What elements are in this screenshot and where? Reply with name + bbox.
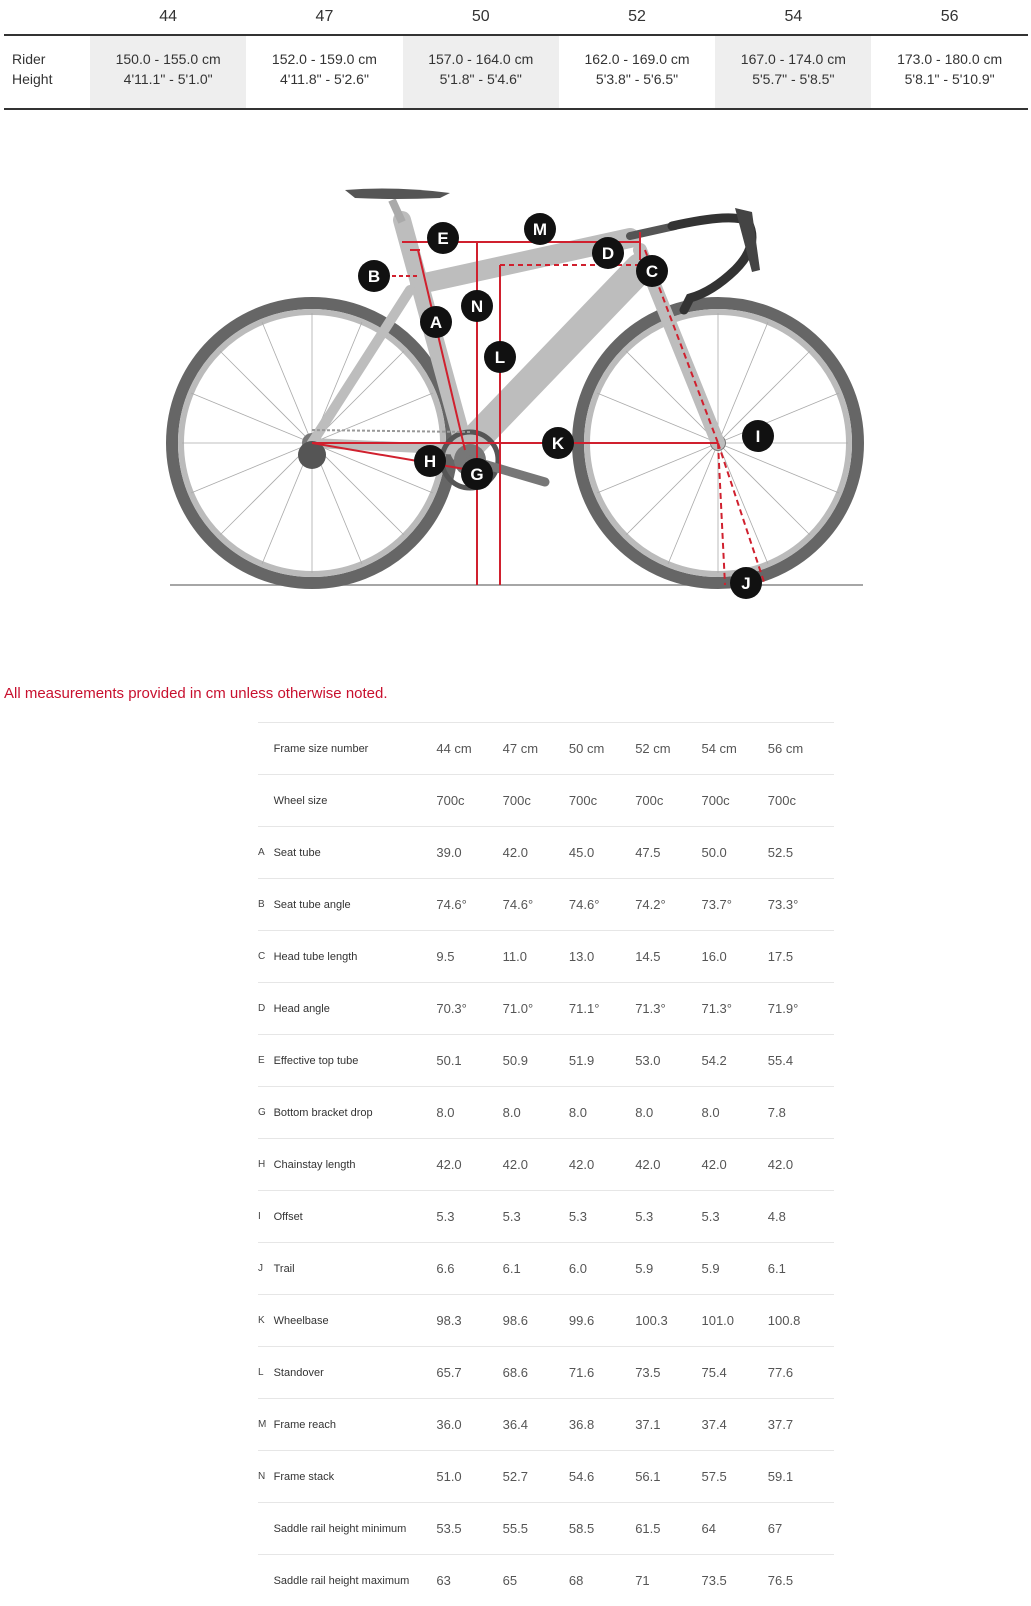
badge-i	[742, 420, 774, 452]
badge-c	[636, 255, 668, 287]
geometry-row	[258, 878, 834, 930]
geometry-row	[258, 1398, 834, 1450]
row-letter: G	[258, 1107, 266, 1118]
bike-frame	[312, 220, 718, 450]
size-value: 8.0	[701, 1105, 720, 1120]
geometry-row	[258, 774, 834, 826]
badge-k	[542, 427, 574, 459]
size-value: 57.5	[701, 1469, 727, 1484]
geometry-row	[258, 982, 834, 1034]
size-value: 55.4	[767, 1053, 794, 1068]
size-value: 54.6	[568, 1469, 595, 1484]
rider-height-cell: 150.0 - 155.0 cm 4'11.1" - 5'1.0"	[90, 36, 246, 108]
geometry-table	[258, 722, 834, 1606]
size-value: 700c	[635, 793, 664, 808]
size-value: 47.5	[635, 845, 661, 860]
size-header: 52	[628, 8, 646, 25]
size-value: 36.8	[568, 1417, 595, 1432]
row-letter: H	[258, 1159, 266, 1170]
svg-text:N: N	[470, 297, 484, 316]
size-value: 44 cm	[436, 741, 472, 756]
geometry-row	[258, 1034, 834, 1086]
size-value: 74.2°	[635, 897, 666, 912]
size-value: 42.0	[436, 1157, 462, 1172]
size-value: 74.6°	[502, 897, 534, 912]
size-value: 17.5	[767, 949, 794, 964]
size-value: 37.4	[701, 1417, 727, 1432]
rider-height-cell: 162.0 - 169.0 cm 5'3.8" - 5'6.5"	[584, 51, 690, 87]
size-value: 70.3°	[436, 1001, 467, 1016]
badge-n	[461, 290, 493, 322]
size-value: 700c	[767, 793, 796, 808]
badge-j	[730, 567, 762, 599]
badge-e	[427, 222, 459, 254]
size-value: 71.3°	[701, 1001, 732, 1016]
size-value: 700c	[701, 793, 730, 808]
size-value: 50 cm	[568, 741, 605, 756]
size-value: 73.3°	[767, 897, 799, 912]
row-letter: B	[258, 899, 265, 910]
size-value: 74.6°	[436, 897, 467, 912]
size-value: 5.3	[436, 1209, 455, 1224]
row-name: Standover	[273, 1366, 324, 1379]
size-value: 76.5	[767, 1573, 794, 1588]
geometry-header-row	[258, 722, 834, 774]
svg-text:B: B	[367, 267, 381, 286]
size-value: 71.9°	[767, 1001, 799, 1016]
size-value: 13.0	[568, 949, 595, 964]
size-value: 54.2	[701, 1053, 727, 1068]
size-value: 5.3	[635, 1209, 654, 1224]
size-value: 9.5	[436, 949, 455, 964]
svg-text:E: E	[437, 229, 449, 248]
size-header: 50	[471, 8, 490, 25]
size-value: 100.8	[767, 1313, 801, 1328]
size-value: 54 cm	[701, 741, 737, 756]
size-value: 14.5	[635, 949, 661, 964]
measurement-note: All measurements provided in cm unless otherwise noted.	[4, 685, 388, 702]
geometry-row	[258, 930, 834, 982]
rider-table-header	[4, 0, 1028, 36]
row-name: Seat tube	[273, 846, 321, 859]
size-header: 44	[159, 8, 178, 25]
size-value: 8.0	[502, 1105, 521, 1120]
rider-height-cell: 173.0 - 180.0 cm 5'8.1" - 5'10.9"	[897, 51, 1003, 87]
size-value: 73.7°	[701, 897, 732, 912]
size-value: 98.3	[436, 1313, 462, 1328]
size-value: 42.0	[502, 845, 528, 860]
row-name: Frame size number	[273, 742, 369, 755]
row-name: Head tube length	[273, 950, 358, 963]
size-value: 52.7	[502, 1469, 528, 1484]
svg-text:K: K	[551, 434, 565, 453]
size-value: 42.0	[568, 1157, 595, 1172]
svg-text:I: I	[755, 427, 761, 446]
bike-geometry-diagram	[0, 160, 1031, 630]
size-value: 5.3	[502, 1209, 521, 1224]
size-value: 56 cm	[767, 741, 804, 756]
svg-text:C: C	[645, 262, 659, 281]
row-name: Seat tube angle	[273, 898, 351, 911]
badge-h	[414, 445, 446, 477]
size-value: 700c	[502, 793, 531, 808]
size-header: 56	[940, 8, 959, 25]
rider-height-row	[4, 36, 1028, 110]
size-header: 47	[315, 8, 334, 25]
row-name: Trail	[273, 1262, 295, 1275]
size-value: 700c	[436, 793, 465, 808]
row-name: Saddle rail height minimum	[273, 1522, 407, 1535]
size-value: 65	[502, 1573, 518, 1588]
row-letter: K	[258, 1315, 265, 1326]
svg-text:H: H	[423, 452, 437, 471]
size-value: 8.0	[568, 1105, 587, 1120]
size-value: 42.0	[701, 1157, 727, 1172]
svg-text:M: M	[532, 220, 548, 239]
size-value: 47 cm	[502, 741, 539, 756]
geometry-row	[258, 1190, 834, 1242]
size-value: 52 cm	[635, 741, 671, 756]
geometry-row	[258, 826, 834, 878]
geometry-row	[258, 1554, 834, 1606]
size-value: 6.1	[502, 1261, 521, 1276]
size-value: 6.6	[436, 1261, 455, 1276]
row-name: Head angle	[273, 1002, 330, 1015]
size-value: 71	[635, 1573, 650, 1588]
size-value: 71.0°	[502, 1001, 534, 1016]
size-value: 7.8	[767, 1105, 786, 1120]
header-spacer	[4, 0, 90, 34]
size-value: 8.0	[635, 1105, 654, 1120]
size-value: 56.1	[635, 1469, 661, 1484]
badge-d	[592, 237, 624, 269]
row-letter: N	[258, 1471, 266, 1482]
row-name: Frame reach	[273, 1418, 336, 1431]
size-header: 54	[784, 8, 803, 25]
saddle	[345, 189, 450, 199]
size-value: 45.0	[568, 845, 595, 860]
size-value: 101.0	[701, 1313, 735, 1328]
row-name: Wheel size	[273, 794, 328, 807]
size-value: 71.1°	[568, 1001, 600, 1016]
row-letter: D	[258, 1003, 266, 1014]
size-value: 51.0	[436, 1469, 462, 1484]
row-letter: C	[258, 951, 266, 962]
badge-g	[461, 458, 493, 490]
size-value: 74.6°	[568, 897, 600, 912]
rider-height-label: Rider Height	[12, 51, 53, 87]
size-value: 68.6	[502, 1365, 528, 1380]
geometry-row	[258, 1346, 834, 1398]
size-value: 73.5	[701, 1573, 727, 1588]
size-value: 64	[701, 1521, 716, 1536]
geometry-row	[258, 1450, 834, 1502]
geometry-rows	[258, 774, 834, 1606]
size-value: 39.0	[436, 845, 462, 860]
row-letter: I	[258, 1211, 261, 1222]
rider-height-cell: 152.0 - 159.0 cm 4'11.8" - 5'2.6"	[271, 51, 377, 87]
svg-text:A: A	[429, 313, 443, 332]
svg-text:G: G	[470, 465, 484, 484]
size-value: 16.0	[701, 949, 727, 964]
row-letter: J	[258, 1263, 263, 1274]
size-value: 73.5	[635, 1365, 661, 1380]
geometry-row	[258, 1242, 834, 1294]
badge-b	[358, 260, 390, 292]
size-value: 77.6	[767, 1365, 794, 1380]
size-value: 71.3°	[635, 1001, 666, 1016]
size-value: 37.1	[635, 1417, 661, 1432]
size-value: 100.3	[635, 1313, 668, 1328]
row-name: Frame stack	[273, 1470, 335, 1483]
size-value: 700c	[568, 793, 598, 808]
row-name: Bottom bracket drop	[273, 1106, 373, 1119]
rider-height-table	[4, 0, 1028, 110]
size-value: 65.7	[436, 1365, 462, 1380]
row-name: Offset	[273, 1210, 303, 1223]
size-value: 42.0	[502, 1157, 528, 1172]
size-value: 5.9	[635, 1261, 654, 1276]
size-value: 42.0	[767, 1157, 794, 1172]
geometry-row	[258, 1294, 834, 1346]
row-letter: M	[258, 1419, 267, 1430]
size-value: 50.9	[502, 1053, 528, 1068]
row-name: Chainstay length	[273, 1158, 356, 1171]
badge-m	[524, 213, 556, 245]
size-value: 42.0	[635, 1157, 661, 1172]
rider-height-cell: 157.0 - 164.0 cm 5'1.8" - 5'4.6"	[403, 36, 559, 108]
geometry-row	[258, 1502, 834, 1554]
badge-l	[484, 341, 516, 373]
size-value: 11.0	[502, 949, 527, 964]
size-value: 98.6	[502, 1313, 528, 1328]
svg-text:J: J	[741, 574, 751, 593]
size-value: 53.5	[436, 1521, 462, 1536]
size-value: 37.7	[767, 1417, 794, 1432]
size-value: 5.9	[701, 1261, 720, 1276]
size-value: 50.0	[701, 845, 727, 860]
size-value: 36.0	[436, 1417, 462, 1432]
row-letter: L	[258, 1367, 264, 1378]
size-value: 68	[568, 1573, 584, 1588]
rider-height-cell: 167.0 - 174.0 cm 5'5.7" - 5'8.5"	[715, 36, 871, 108]
badge-a	[420, 306, 452, 338]
size-value: 67	[767, 1521, 783, 1536]
size-value: 58.5	[568, 1521, 595, 1536]
size-value: 5.3	[701, 1209, 720, 1224]
size-value: 59.1	[767, 1469, 794, 1484]
row-name: Wheelbase	[273, 1314, 329, 1327]
size-value: 71.6	[568, 1365, 595, 1380]
svg-text:D: D	[601, 244, 615, 263]
size-value: 75.4	[701, 1365, 727, 1380]
size-value: 6.0	[568, 1261, 587, 1276]
size-value: 99.6	[568, 1313, 595, 1328]
geometry-row	[258, 1138, 834, 1190]
size-value: 6.1	[767, 1261, 786, 1276]
size-value: 8.0	[436, 1105, 455, 1120]
size-value: 52.5	[767, 845, 794, 860]
size-value: 51.9	[568, 1053, 595, 1068]
row-letter: A	[258, 847, 265, 858]
row-name: Effective top tube	[273, 1054, 359, 1067]
row-letter: E	[258, 1055, 265, 1066]
size-value: 50.1	[436, 1053, 462, 1068]
handlebar	[672, 218, 752, 310]
geometry-row	[258, 1086, 834, 1138]
row-name: Saddle rail height maximum	[273, 1574, 410, 1587]
size-value: 55.5	[502, 1521, 528, 1536]
svg-text:L: L	[494, 348, 506, 367]
size-value: 61.5	[635, 1521, 661, 1536]
size-value: 4.8	[767, 1209, 786, 1224]
size-value: 63	[436, 1573, 451, 1588]
size-value: 36.4	[502, 1417, 528, 1432]
size-value: 5.3	[568, 1209, 587, 1224]
size-value: 53.0	[635, 1053, 661, 1068]
